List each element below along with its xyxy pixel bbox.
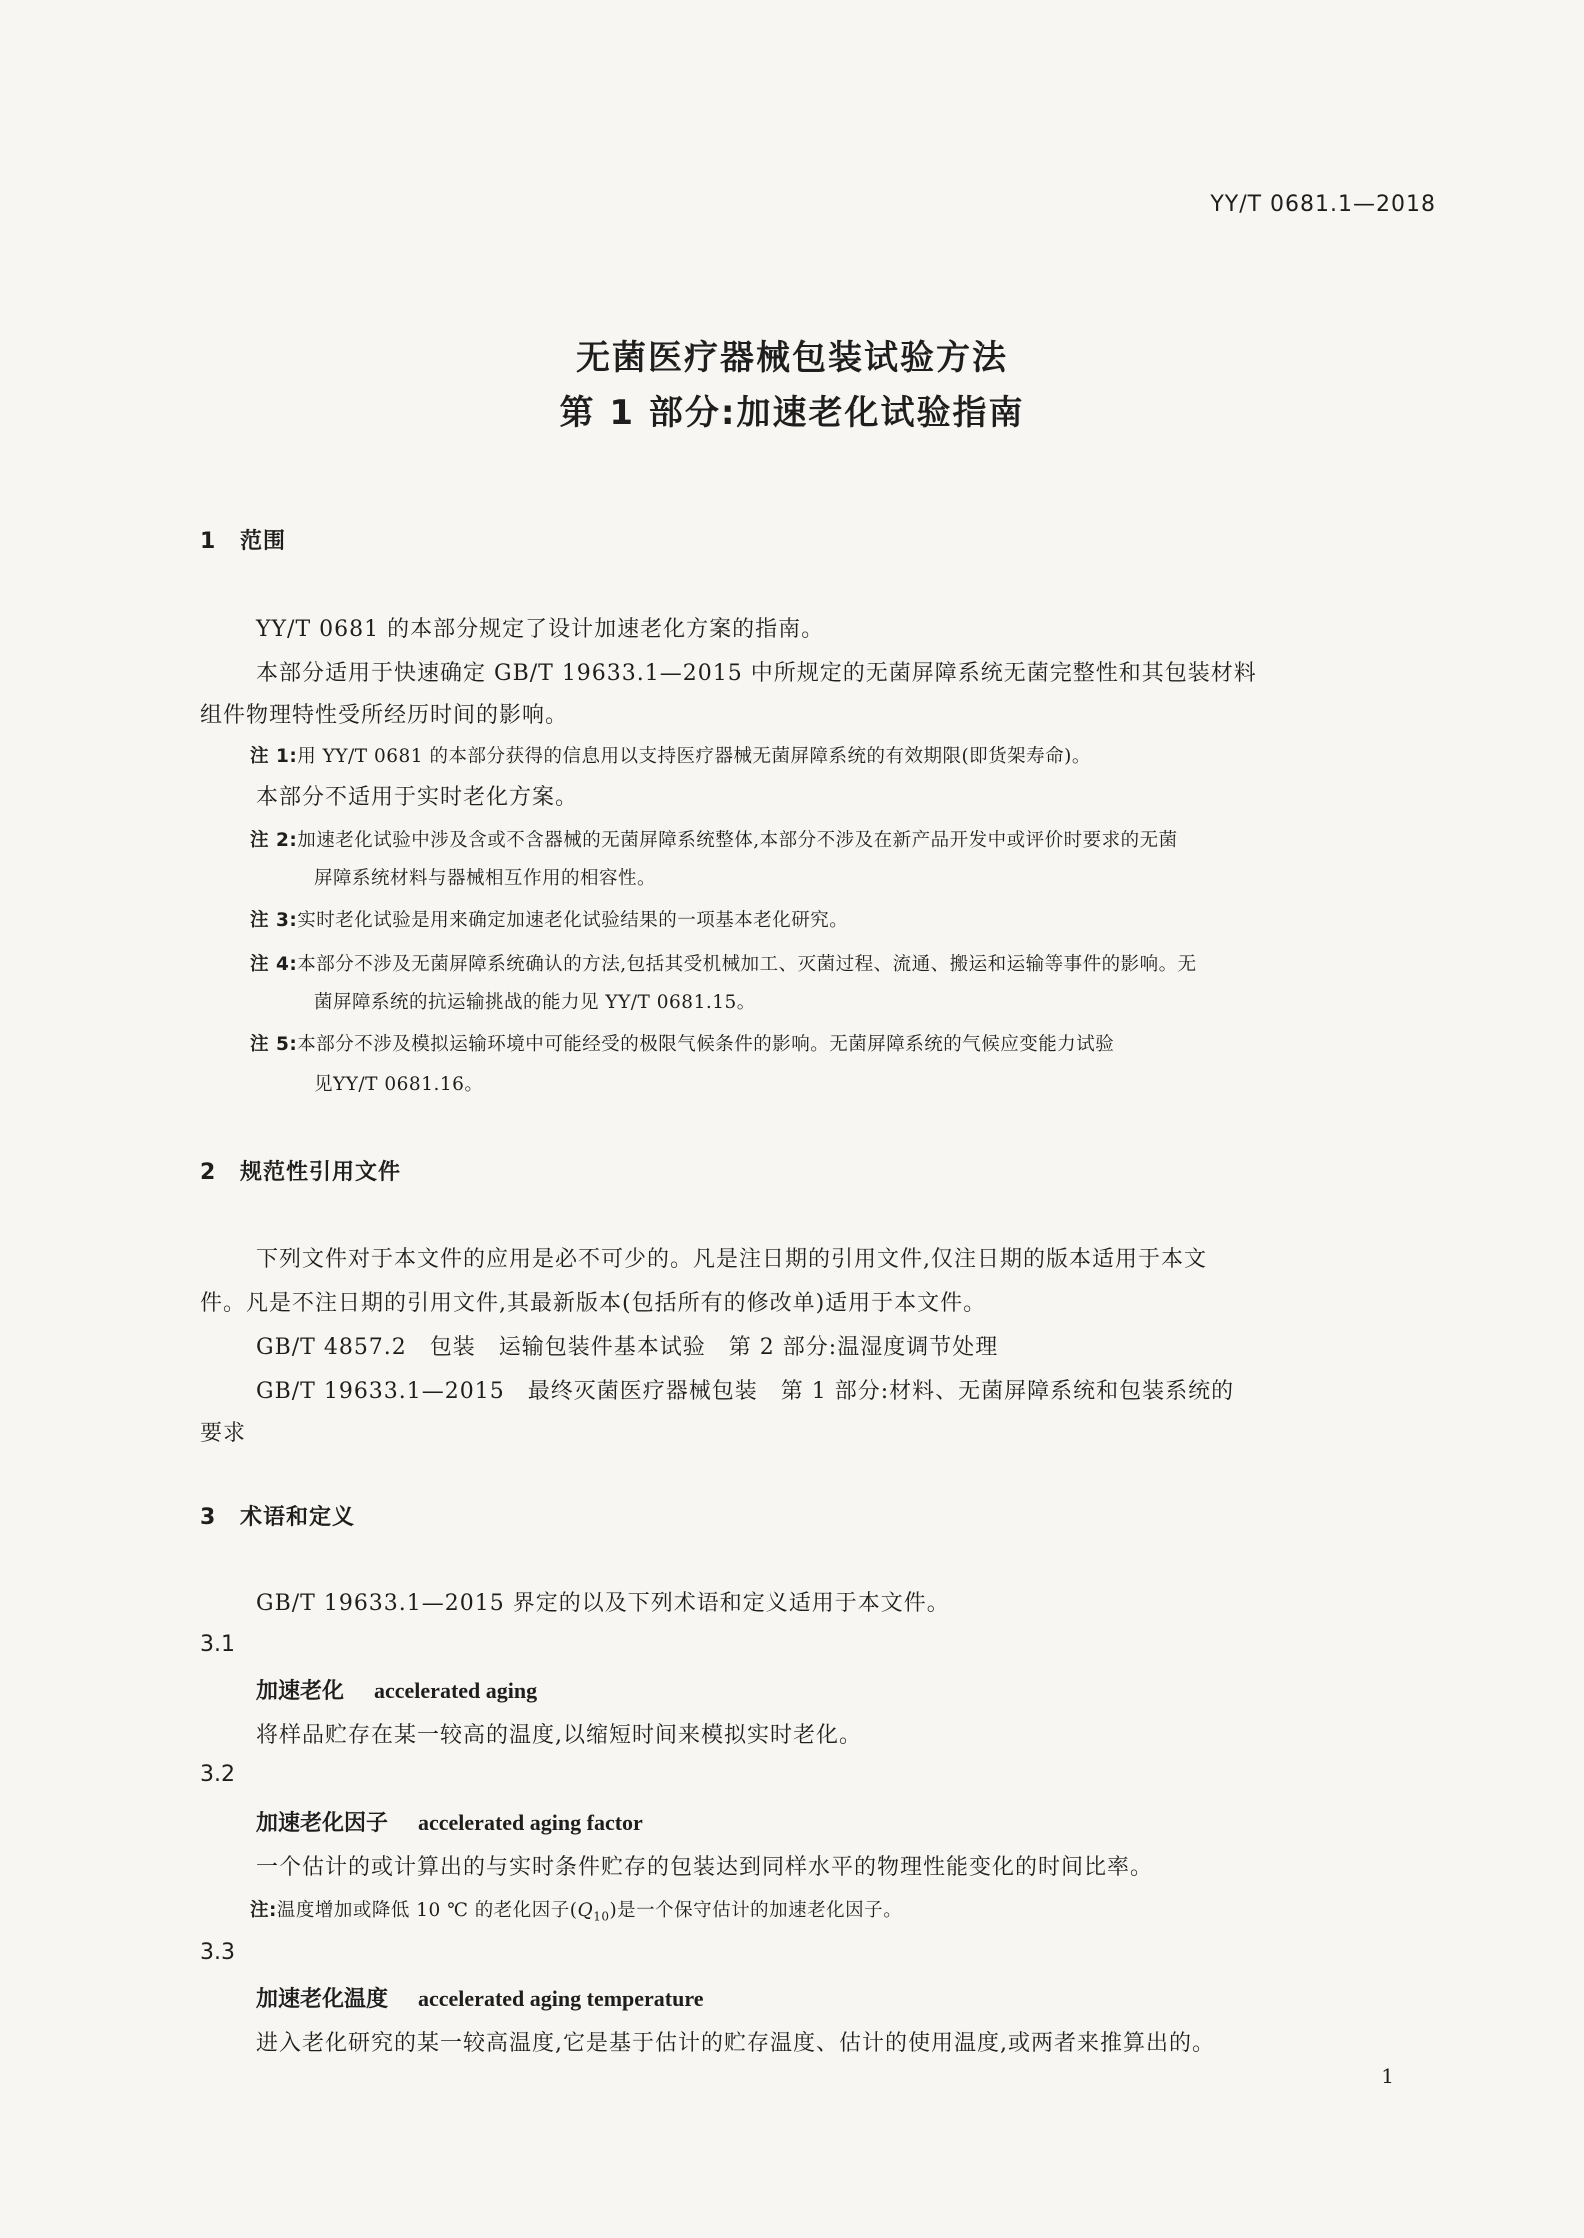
- term-zh: 加速老化: [256, 1679, 345, 1704]
- section-1-heading: [200, 524, 286, 555]
- standard-number: YY/T 0681.1—2018: [1210, 192, 1436, 217]
- note-5: [250, 1030, 1114, 1056]
- section-number: 2: [200, 1160, 217, 1185]
- paragraph: 下列文件对于本文件的应用是必不可少的。凡是注日期的引用文件,仅注日期的版本适用于本文: [256, 1247, 1207, 1272]
- term-zh: 加速老化因子: [256, 1811, 389, 1836]
- section-title: 术语和定义: [240, 1505, 356, 1530]
- page-number: 1: [1381, 2064, 1394, 2088]
- note-label: 注 4:: [250, 954, 298, 975]
- note-label: 注 1:: [250, 746, 298, 767]
- paragraph: 本部分适用于快速确定 GB/T 19633.1—2015 中所规定的无菌屏障系统无菌完整性和其包装材料: [256, 661, 1257, 686]
- note-text: 实时老化试验是用来确定加速老化试验结果的一项基本老化研究。: [297, 910, 849, 931]
- paragraph-continuation: 组件物理特性受所经历时间的影响。: [200, 703, 569, 728]
- term-number: 3.1: [200, 1632, 235, 1657]
- note-4-continuation: 菌屏障系统的抗运输挑战的能力见 YY/T 0681.15。: [314, 992, 756, 1013]
- note-symbol: Q: [577, 1900, 594, 1921]
- reference-item: GB/T 4857.2 包装 运输包装件基本试验 第 2 部分:温湿度调节处理: [256, 1335, 999, 1360]
- term-heading: [256, 1982, 704, 2013]
- document-title-line1: 无菌医疗器械包装试验方法: [576, 338, 1008, 378]
- note-text: 温度增加或降低 10 ℃ 的老化因子(: [276, 1900, 578, 1921]
- note-4: [250, 950, 1197, 976]
- term-number: 3.2: [200, 1762, 235, 1787]
- term-note: [250, 1896, 902, 1924]
- section-number: 1: [200, 529, 217, 554]
- note-text: 本部分不涉及模拟运输环境中可能经受的极限气候条件的影响。无菌屏障系统的气候应变能力试验: [297, 1034, 1115, 1055]
- note-text: 用 YY/T 0681 的本部分获得的信息用以支持医疗器械无菌屏障系统的有效期限(即货架寿命)。: [297, 746, 1091, 767]
- term-zh: 加速老化温度: [256, 1987, 389, 2012]
- paragraph-continuation: 件。凡是不注日期的引用文件,其最新版本(包括所有的修改单)适用于本文件。: [200, 1291, 987, 1316]
- note-5-continuation: 见YY/T 0681.16。: [314, 1074, 484, 1095]
- term-en: accelerated aging factor: [418, 1810, 643, 1835]
- reference-item: GB/T 19633.1—2015 最终灭菌医疗器械包装 第 1 部分:材料、无菌屏障系统和包装系统的: [256, 1379, 1235, 1404]
- note-2-continuation: 屏障系统材料与器械相互作用的相容性。: [314, 868, 657, 889]
- note-text: 本部分不涉及无菌屏障系统确认的方法,包括其受机械加工、灭菌过程、流通、搬运和运输等事件的影响。无: [297, 954, 1197, 975]
- term-en: accelerated aging: [374, 1678, 538, 1703]
- note-text: 加速老化试验中涉及含或不含器械的无菌屏障系统整体,本部分不涉及在新产品开发中或评价时要求的无菌: [297, 830, 1178, 851]
- document-title-line2: 第 1 部分:加速老化试验指南: [559, 393, 1025, 433]
- term-number: 3.3: [200, 1940, 235, 1965]
- term-definition: 将样品贮存在某一较高的温度,以缩短时间来模拟实时老化。: [256, 1723, 862, 1748]
- note-subscript: 10: [593, 1909, 610, 1924]
- section-title: 范围: [240, 529, 287, 554]
- note-text: )是一个保守估计的加速老化因子。: [609, 1900, 903, 1921]
- note-3: [250, 906, 848, 932]
- note-2: [250, 826, 1178, 852]
- section-number: 3: [200, 1505, 217, 1530]
- note-label: 注 2:: [250, 830, 298, 851]
- paragraph: GB/T 19633.1—2015 界定的以及下列术语和定义适用于本文件。: [256, 1591, 950, 1616]
- note-label: 注 5:: [250, 1034, 298, 1055]
- paragraph: YY/T 0681 的本部分规定了设计加速老化方案的指南。: [256, 617, 825, 642]
- section-2-heading: [200, 1155, 401, 1186]
- paragraph: 本部分不适用于实时老化方案。: [256, 785, 579, 810]
- term-definition: 进入老化研究的某一较高温度,它是基于估计的贮存温度、估计的使用温度,或两者来推算出的。: [256, 2031, 1215, 2056]
- note-1: [250, 742, 1091, 768]
- term-heading: [256, 1674, 537, 1705]
- section-title: 规范性引用文件: [240, 1160, 402, 1185]
- term-heading: [256, 1806, 643, 1837]
- reference-item-continuation: 要求: [200, 1421, 247, 1446]
- note-label: 注:: [250, 1900, 277, 1921]
- term-definition: 一个估计的或计算出的与实时条件贮存的包装达到同样水平的物理性能变化的时间比率。: [256, 1855, 1154, 1880]
- term-en: accelerated aging temperature: [418, 1986, 704, 2011]
- note-label: 注 3:: [250, 910, 298, 931]
- section-3-heading: [200, 1500, 355, 1531]
